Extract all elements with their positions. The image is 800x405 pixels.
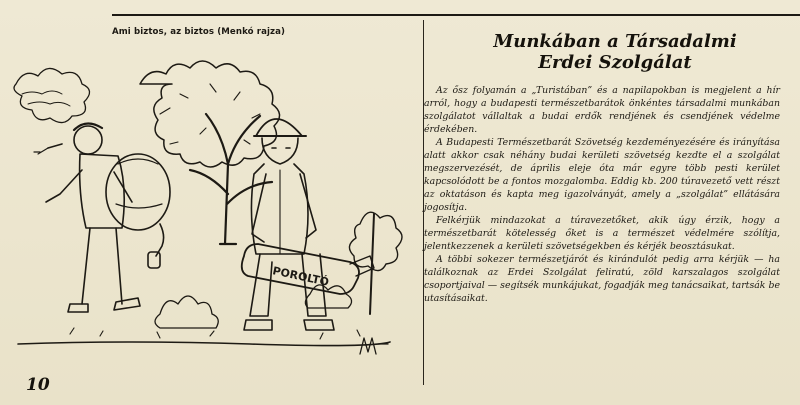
tree-drawing [140,61,280,244]
cartoon-caption: Ami biztos, az biztos (Menkó rajza) [112,27,286,37]
guard-drawing [244,119,334,330]
hiker-drawing [34,123,170,312]
article-paragraph: Az ősz folyamán a „Turistában” és a napilapokban is megjelent a hír arról, hogy a budapesti természetbarátok önkéntes társadalmi munkában szolgálatot vállaltak a budai erdők rendjének és csendjének védelme érdekében. [424,85,780,135]
article-body [424,84,780,305]
extinguisher-drawing [242,244,374,294]
article-paragraph: A többi sokezer természetjárót és kirándulót pedig arra kérjük — ha találkoznak az Erdei Szolgálat feliratú, zöld karszalagos szolgálat csoportjaival — segítsék munkájukat, fogadják meg tanácsaikat, tartsák be utasításaikat. [424,254,780,304]
headline-line-2: Erdei Szolgálat [538,52,692,73]
article-headline [440,31,790,73]
headline-line-1: Munkában a Társadalmi [493,31,737,52]
ground-line [18,342,390,346]
small-tree-drawing [349,212,402,314]
bush-drawing [155,296,218,328]
cartoon-illustration [10,44,408,366]
article-paragraph: A Budapesti Természetbarát Szövetség kezdeményezésére és irányítása alatt akkor csak néhány budai kerületi szövetség kezdte el a szolgálat megszervezését, de április eleje óta már egyre több pesti kerület kapcsolódott be a fontos mozgalomba. Eddig kb. 200 túravezető vett részt az oktatáson és kapta meg igazolványát, amely a „szolgálat” ellátására jogosítja. [424,137,780,213]
page-number: 10 [26,375,50,395]
extinguisher-label: POROLTÓ [271,264,331,289]
smoke-cloud [14,68,90,122]
top-rule [112,14,800,16]
article-paragraph: Felkérjük mindazokat a túravezetőket, akik úgy érzik, hogy a természetbarát kötelesség őket is a természet védelmére szólítja, jelentkezzenek a kerületi szövetségekben és kérjék beosztásukat. [424,215,780,252]
